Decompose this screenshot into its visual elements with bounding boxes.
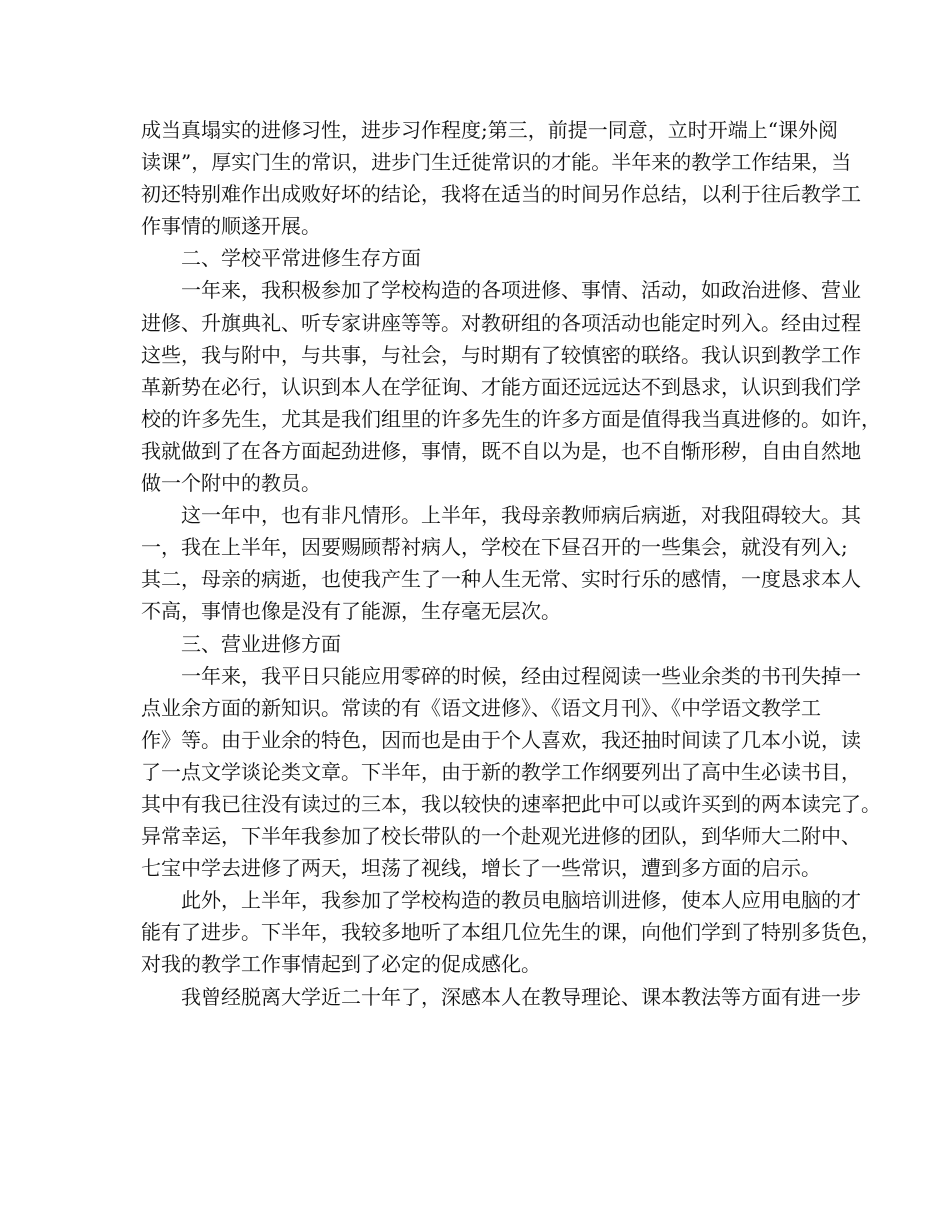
text-line: 做一个附中的教员。 — [141, 471, 321, 496]
text-line: 其中有我已往没有读过的三本，我以较快的速率把此中可以或许买到的两本读完了。 — [141, 791, 881, 816]
text-line: 一年来，我平日只能应用零碎的时候，经由过程阅读一些业余类的书刊失掉一 — [181, 663, 861, 688]
text-line: 成当真塌实的进修习性，进步习作程度;第三，前提一同意，立时开端上“课外阅 — [141, 118, 838, 142]
text-line: 七宝中学去进修了两天，坦荡了视线，增长了一些常识，遭到多方面的启示。 — [141, 856, 821, 881]
text-line: 二、学校平常进修生存方面 — [181, 246, 421, 271]
text-line: 这一年中，也有非凡情形。上半年，我母亲教师病后病逝，对我阻碍较大。其 — [181, 503, 861, 528]
text-line: 革新势在必行，认识到本人在学征询、才能方面还远远达不到恳求，认识到我们学 — [141, 374, 861, 399]
text-line: 一年来，我积极参加了学校构造的各项进修、事情、活动，如政治进修、营业 — [181, 278, 861, 303]
text-line: 异常幸运，下半年我参加了校长带队的一个赴观光进修的团队，到华师大二附中、 — [141, 824, 861, 849]
text-line: 我曾经脱离大学近二十年了，深感本人在教导理论、课本教法等方面有进一步 — [181, 984, 861, 1009]
text-line: 作事情的顺遂开展。 — [141, 214, 321, 239]
text-line: 不高，事情也像是没有了能源，生存毫无层次。 — [141, 599, 561, 624]
text-line: 点业余方面的新知识。常读的有《语文进修》、《语文月刊》、《中学语文教学工 — [141, 695, 821, 720]
text-line: 能有了进步。下半年，我较多地听了本组几位先生的课，向他们学到了特别多货色， — [141, 920, 881, 945]
text-line: 我就做到了在各方面起劲进修，事情，既不自以为是，也不自惭形秽，自由自然地 — [141, 438, 861, 463]
text-line: 一，我在上半年，因要赐顾帮衬病人，学校在下昼召开的一些集会，就没有列入; — [141, 535, 848, 560]
text-line: 读课”，厚实门生的常识，进步门生迁徙常识的才能。半年来的教学工作结果，当 — [141, 150, 852, 175]
text-line: 对我的教学工作事情起到了必定的促成感化。 — [141, 952, 541, 977]
text-line: 此外，上半年，我参加了学校构造的教员电脑培训进修，使本人应用电脑的才 — [181, 888, 861, 913]
text-line: 校的许多先生，尤其是我们组里的许多先生的许多方面是值得我当真进修的。如许， — [141, 406, 881, 431]
text-line: 这些，我与附中，与共事，与社会，与时期有了较慎密的联络。我认识到教学工作 — [141, 342, 861, 367]
text-line: 进修、升旗典礼、听专家讲座等等。对教研组的各项活动也能定时列入。经由过程 — [141, 310, 861, 335]
text-line: 作》等。由于业余的特色，因而也是由于个人喜欢，我还抽时间读了几本小说，读 — [141, 727, 861, 752]
text-line: 了一点文学谈论类文章。下半年，由于新的教学工作纲要列出了高中生必读书目， — [141, 759, 861, 784]
text-line: 其二，母亲的病逝，也使我产生了一种人生无常、实时行乐的感情，一度恳求本人 — [141, 567, 861, 592]
text-line: 初还特别难作出成败好坏的结论，我将在适当的时间另作总结，以利于往后教学工 — [141, 182, 861, 207]
text-line: 三、营业进修方面 — [181, 631, 341, 656]
document-body-text — [141, 114, 881, 1013]
